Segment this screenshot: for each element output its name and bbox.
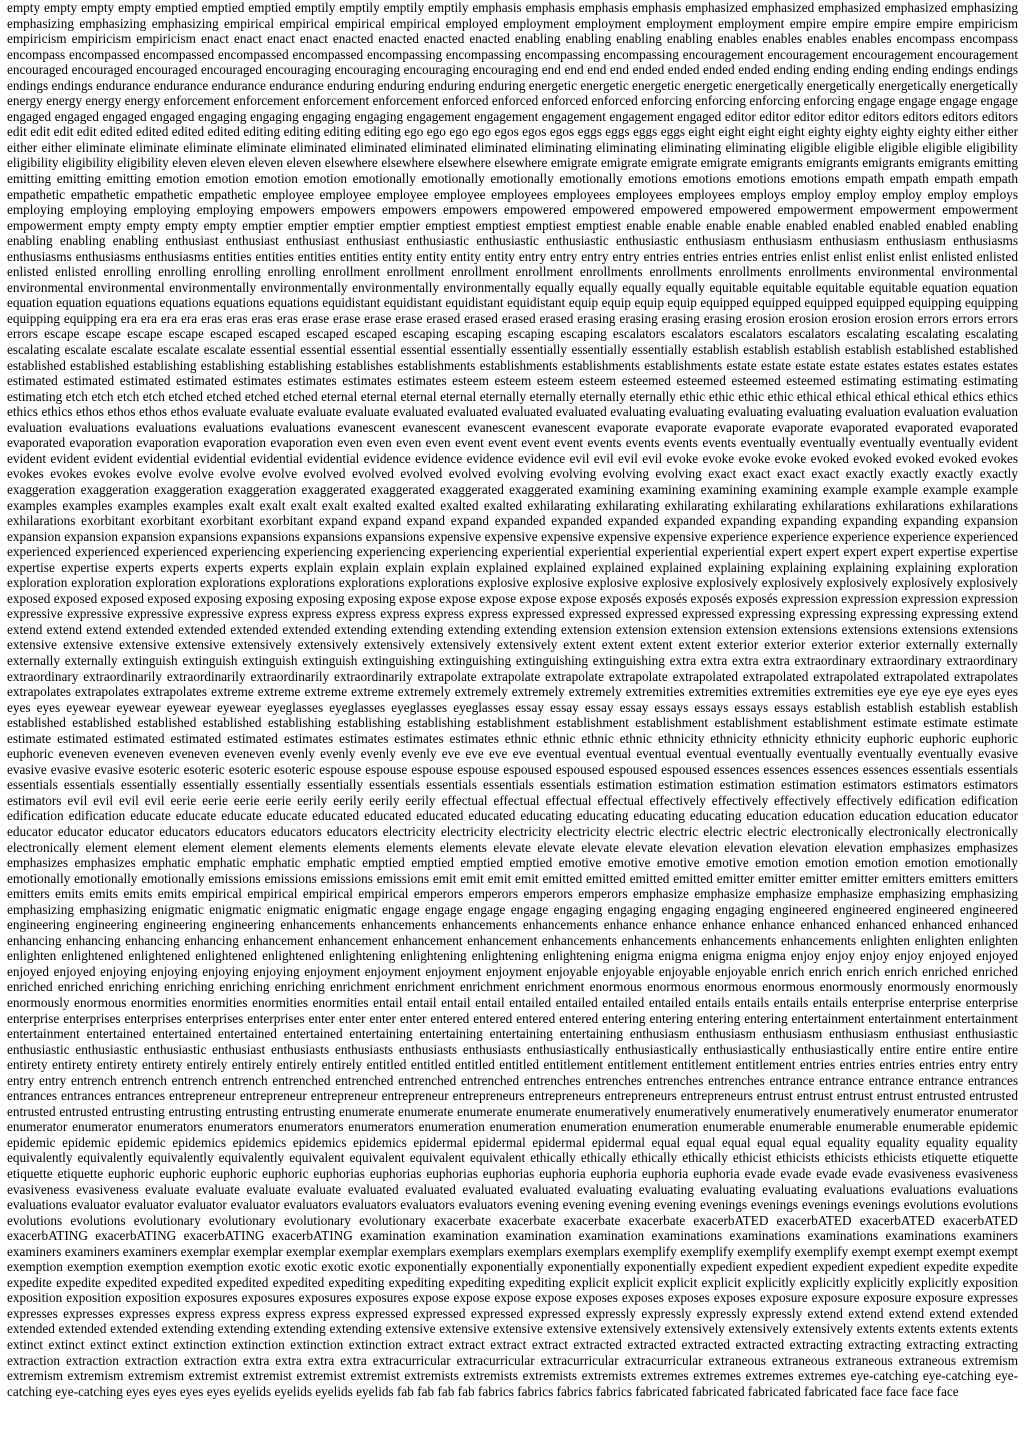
body-text: empty empty empty empty emptied emptied emptied emptily emptily emptily emptily emphasis emphasis emphasis emphasis emphasized emphasized emphasized emphasized emphasizing emphasizing emphasizing emphasizing empirical empirical empirical empirical employed employment employment employment employment empire empire empire empire empiricism empiricism empiricism empiricism enact enact enact enact enacted enacted enacted enacted enabling enabling enabling enabling enables enables enables enables encompass encompass encompass encompassed encompassed encompassed encompassed encompassing encompassing encompassing encompassing encouragement encouragement encouragement encouragement encouraged encouraged encouraged encouraged encouraging encouraging encouraging encouraging end end end end ended ended ended ended ending ending ending ending endings endings endings endings endurance endurance endurance endurance enduring enduring enduring enduring energetic energetic energetic energetic energetically energetically energetically energetically energy energy energy energy enforcement enforcement enforcement enforcement enforced enforced enforced enforced enforcing enforcing enforcing enforcing engage engage engage engage engaged engaged engaged engaged engaging engaging engaging engaging engagement engagement engagement engagement engaged editor editor editor editor editors editors editors editors edit edit edit edit edited edited edited edited editing editing editing editing ego ego ego ego egos egos egos eggs eggs eggs eggs eight eight eight eight eighty eighty eighty eighty either either either either eliminate eliminate eliminate eliminate eliminated eliminated eliminated eliminated eliminating eliminating eliminating eliminating eligible eligible eligible eligible eligibility eligibility eligibility eligibility eleven eleven eleven eleven elsewhere elsewhere elsewhere elsewhere emigrate emigrate emigrate emigrate emigrants emigrants emigrants emigrants emitting emitting emitting emitting emotion emotion emotion emotion emotionally emotionally emotionally emotionally emotions emotions emotions emotions empath empath empath empath empathetic empathetic empathetic empathetic employee employee employee employee employees employees employees employees employs employ employ employ employ employs employing employing employing employing empowers empowers empowers empowers empowered empowered empowered empowered empowerment empowerment empowerment empowerment empty empty empty empty emptier emptier emptier emptier emptiest emptiest emptiest emptiest enable enable enable enable enabled enabled enabled enabled enabling enabling enabling enabling enthusiast enthusiast enthusiast enthusiast enthusiastic enthusiastic enthusiastic enthusiastic enthusiasm enthusiasm enthusiasm enthusiasm enthusiasms enthusiasms enthusiasms enthusiasms entities entities entities entities entity entity entity entity entry entry entry entry entries entries entries entries enlist enlist enlist enlist enlisted enlisted enlisted enlisted enrolling enrolling enrolling enrolling enrollment enrollment enrollment enrollment enrollments enrollments enrollments enrollments environmental environmental environmental environmental environmentally environmentally environmentally environmentally equally equally equally equally equitable equitable equitable equitable equation equation equation equation equations equations equations equations equidistant equidistant equidistant equidistant equip equip equip equip equipped equipped equipped equipped equipping equipping equipping equipping era era era era eras eras eras eras erase erase erase erase erased erased erased erased erasing erasing erasing erasing erosion erosion erosion erosion errors errors errors errors escape escape escape escape escaped escaped escaped escaped escaping escaping escaping escaping escalators escalators escalators escalators escalating escalating escalating escalating escalate escalate escalate escalate essential essential essential essential essentially essentially essentially essentially establish establish establish establish established established established established establishing establishing establishing establishes establishments establishments establishments establishments estate estate estate estate estates estates estates estates estimated estimated estimated estimated estimates estimates estimates estimates esteem esteem esteem esteem esteemed esteemed esteemed esteemed estimating estimating estimating estimating etch etch etch etch etched etched etched etched eternal eternal eternal eternal eternally eternally eternally eternally ethic ethic ethic ethic ethical ethical ethical ethical ethics ethics ethics ethics ethos ethos ethos ethos evaluate evaluate evaluate evaluate evaluated evaluated evaluated evaluated evaluating evaluating evaluating evaluating evaluation evaluation evaluation evaluation evaluations evaluations evaluations evaluations evanescent evanescent evanescent evanescent evaporate evaporate evaporate evaporate evaporated evaporated evaporated evaporated evaporation evaporation evaporation evaporation even even even even event event event event events events events events eventually eventually eventually eventually evident evident evident evident evidential evidential evidential evidential evidence evidence evidence evidence evil evil evil evil evoke evoke evoke evoke evoked evoked evoked evoked evokes evokes evokes evokes evolve evolve evolve evolve evolved evolved evolved evolved evolving evolving evolving evolving exact exact exact exact exactly exactly exactly exactly exaggeration exaggeration exaggeration exaggeration exaggerated exaggerated exaggerated exaggerated examining examining examining examining example example example example examples examples examples examples exalt exalt exalt exalt exalted exalted exalted exalted exhilarating exhilarating exhilarating exhilarating exhilarations exhilarations exhilarations exhilarations exorbitant exorbitant exorbitant exorbitant expand expand expand expand expanded expanded expanded expanded expanding expanding expanding expanding expansion expansion expansion expansion expansions expansions expansions expansions expensive expensive expensive expensive expensive experience experience experience experience experienced experienced experienced experienced experiencing experiencing experiencing experiencing experiential experiential experiential experiential expert expert expert expert expertise expertise expertise expertise experts experts experts experts explain explain explain explain explained explained explained explained explaining explaining explaining explaining exploration exploration exploration exploration explorations explorations explorations explorations explosive explosive explosive explosive explosively explosively explosively explosively explosively exposed exposed exposed exposed exposing exposing exposing exposing expose expose expose expose expose exposés exposés exposés exposés expression expression expression expression expressive expressive expressive expressive express express express express express express expressed expressed expressed expressed expressing expressing expressing expressing extend extend extend extend extended extended extended extended extending extending extending extending extension extension extension extension extensions extensions extensions extensions extensive extensive extensive extensive extensively extensively extensively extensively extensively extent extent extent extent exterior exterior exterior exterior externally externally externally externally extinguish extinguish extinguish extinguish extinguishing extinguishing extinguishing extinguishing extra extra extra extra extraordinary extraordinary extraordinary extraordinary extraordinarily extraordinarily extraordinarily extraordinarily extrapolate extrapolate extrapolate extrapolate extrapolated extrapolated extrapolated extrapolated extrapolates extrapolates extrapolates extrapolates extreme extreme extreme extreme extremely extremely extremely extremely extremities extremities extremities extremities eye eye eye eye eyes eyes eyes eyes eyewear eyewear eyewear eyewear eyeglasses eyeglasses eyeglasses eyeglasses essay essay essay essay essays essays essays essays establish establish establish establish established established established established establishing establishing establishing establishment establishment establishment establishment establishment estimate estimate estimate estimate estimated estimated estimated estimated estimates estimates estimates estimates ethnic ethnic ethnic ethnic ethnicity ethnicity ethnicity ethnicity euphoric euphoric euphoric euphoric eveneven eveneven eveneven eveneven evenly evenly evenly evenly eve eve eve eve eventual eventual eventual eventual eventually eventually eventually eventually evasive evasive evasive evasive esoteric esoteric esoteric esoteric espouse espouse espouse espouse espoused espoused espoused espoused essences essences essences essences essentials essentials essentials essentials essentially essentially essentially essentially essentials essentials essentials essentials estimation estimation estimation estimation estimators estimators estimators estimators evil evil evil evil eerie eerie eerie eerie eerily eerily eerily eerily effectual effectual effectual effectual effectively effectively effectively effectively edification edification edification edification educate educate educate educate educated educated educated educated educating educating educating educating education education education education educator educator educator educator educators educators educators educators electricity electricity electricity electricity electric electric electric electric electronically electronically electronically electronically element element element element elements elements elements elements elevate elevate elevate elevate elevation elevation elevation elevation emphasizes emphasizes emphasizes emphasizes emphatic emphatic emphatic emphatic emptied emptied emptied emptied emotive emotive emotive emotive emotion emotion emotion emotion emotionally emotionally emotionally emotionally emissions emissions emissions emissions emit emit emit emit emitted emitted emitted emitted emitter emitter emitter emitter emitters emitters emitters emitters emits emits emits emits empirical empirical empirical empirical emperors emperors emperors emperors emphasize emphasize emphasize emphasize emphasizing emphasizing emphasizing emphasizing enigmatic enigmatic enigmatic enigmatic engage engage engage engage engaging engaging engaging engaging engineered engineered engineered engineered engineering engineering engineering engineering enhancements enhancements enhancements enhancements enhance enhance enhance enhance enhanced enhanced enhanced enhanced enhancing enhancing enhancing enhancing enhancement enhancement enhancement enhancement enhancements enhancements enhancements enhancements enlighten enlighten enlighten enlighten enlightened enlightened enlightened enlightened enlightening enlightening enlightening enlightening enigma enigma enigma enigma enjoy enjoy enjoy enjoy enjoyed enjoyed enjoyed enjoyed enjoying enjoying enjoying enjoying enjoyment enjoyment enjoyment enjoyment enjoyable enjoyable enjoyable enjoyable enrich enrich enrich enrich enriched enriched enriched enriched enriching enriching enriching enriching enrichment enrichment enrichment enrichment enormous enormous enormous enormous enormously enormously enormously enormously enormous enormities enormities enormities enormities entail entail entail entail entailed entailed entailed entailed entails entails entails entails enterprise enterprise enterprise enterprise enterprises enterprises enterprises enterprises enter enter enter enter entered entered entered entered entering entering entering entering entertainment entertainment entertainment entertainment entertained entertained entertained entertained entertaining entertaining entertaining entertaining enthusiasm enthusiasm enthusiasm enthusiasm enthusiast enthusiastic enthusiastic enthusiastic enthusiastic enthusiast enthusiasts enthusiasts enthusiasts enthusiasts enthusiastically enthusiastically enthusiastically enthusiastically entire entire entire entire entirety entirety entirety entirety entirely entirely entirely entirely entitled entitled entitled entitled entitlement entitlement entitlement entitlement entries entries entries entries entry entry entry entry entrench entrench entrench entrench entrenched entrenched entrenched entrenched entrenches entrenches entrenches entrenches entrance entrance entrance entrance entrances entrances entrances entrances entrepreneur entrepreneur entrepreneur entrepreneur entrepreneurs entrepreneurs entrepreneurs entrepreneurs entrust entrust entrust entrust entrusted entrusted entrusted entrusted entrusting entrusting entrusting entrusting enumerate enumerate enumerate enumerate enumeratively enumeratively enumeratively enumeratively enumerator enumerator enumerator enumerator enumerators enumerators enumerators enumerators enumeration enumeration enumeration enumeration enumerable enumerable enumerable enumerable epidemic epidemic epidemic epidemic epidemics epidemics epidemics epidemics epidermal epidermal epidermal epidermal equal equal equal equal equal equality equality equality equality equivalently equivalently equivalently equivalently equivalent equivalent equivalent equivalent ethically ethically ethically ethically ethicist ethicists ethicists ethicists etiquette etiquette etiquette etiquette euphoric euphoric euphoric euphoric euphorias euphorias euphorias euphorias euphoria euphoria euphoria euphoria evade evade evade evade evasiveness evasiveness evasiveness evasiveness evaluate evaluate evaluate evaluate evaluated evaluated evaluated evaluated evaluating evaluating evaluating evaluating evaluations evaluations evaluations evaluations evaluator evaluator evaluator evaluator evaluators evaluators evaluators evaluators evening evening evening evening evenings evenings evenings evenings evolutions evolutions evolutions evolutions evolutionary evolutionary evolutionary evolutionary exacerbate exacerbate exacerbate exacerbate exacerbATED exacerbATED exacerbATED exacerbATED exacerbATING exacerbATING exacerbATING exacerbATING examination examination examination examination examinations examinations examinations examinations examiners examiners examiners examiners exemplar exemplar exemplar exemplar exemplars exemplars exemplars exemplars exemplify exemplify exemplify exemplify exempt exempt exempt exempt exemption exemption exemption exemption exotic exotic exotic exotic exponentially exponentially exponentially exponentially expedient expedient expedient expedient expedite expedite expedite expedite expedited expedited expedited expedited expediting expediting expediting expediting explicit explicit explicit explicit explicitly explicitly explicitly explicitly exposition exposition exposition exposition exposures exposures exposures exposures expose expose expose expose exposes exposes exposes exposes exposure exposure exposure exposure expresses expresses expresses expresses express express express express expressed expressed expressed expressed expressly expressly expressly expressly extend extend extend extend extended extended extended extended extending extending extending extending extensive extensive extensive extensive extensively extensively extensively extensively extents extents extents extents extinct extinct extinct extinct extinction extinction extinction extinction extract extract extract extract extracted extracted extracted extracted extracting extracting extracting extracting extraction extraction extraction extraction extra extra extra extra extracurricular extracurricular extracurricular extracurricular extraneous extraneous extraneous extraneous extremism extremism extremism extremism extremist extremist extremist extremist extremists extremists extremists extremists extremes extremes extremes extremes eye-catching eye-catching eye-catching eye-catching eyes eyes eyes eyes eyelids eyelids eyelids eyelids fab fab fab fab fabrics fabrics fabrics fabrics fabricated fabricated fabricated fabricated face face face face xyxy=(7,0,1018,1399)
